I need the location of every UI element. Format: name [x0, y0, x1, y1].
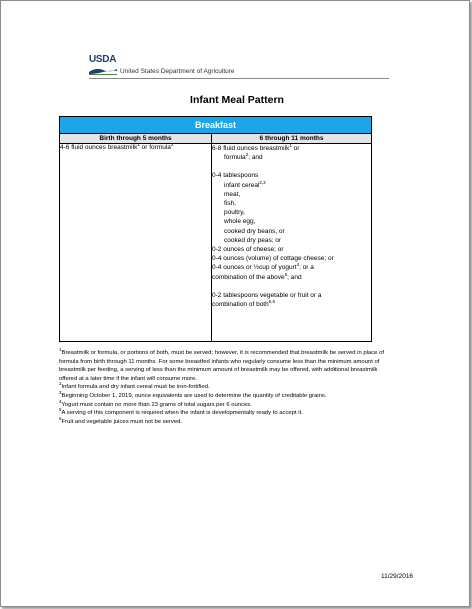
list-item: 0-4 ounces (volume) of cottage cheese; or: [212, 255, 334, 263]
footnote-3: $^3$Beginning October 1, 2019, ounce equivalents are used to determine the quantity of creditable grains.: [59, 390, 327, 399]
usda-logo-swoosh-icon: [89, 67, 117, 75]
usda-logo: [89, 55, 117, 77]
list-item: poultry,: [224, 209, 245, 217]
footnote-4: $^4$Yogurt must contain no more than 23 grams of total sugars per 6 ounces.: [59, 398, 252, 408]
footnote-1: $^1$Breastmilk or formula, or portions of both, must be served; however, it is recommended that breastmilk be served in place of formula from birth through 11 months. For some breastfed infants who regularly consume less than the minimum amount of breastmilk per feeding, a serving of less than the minimum amount of breastmilk may be offered, with additional breastmilk offered at a later time if the infant will consume more.: [59, 347, 385, 382]
list-item: 0-2 tablespoons vegetable or fruit or a: [212, 291, 322, 299]
header-divider: [89, 78, 389, 79]
meal-banner: Breakfast: [60, 117, 372, 134]
footnotes: [59, 349, 389, 426]
footnote-5: $^5$A serving of this component is required when the infant is developmentally ready to accept it.: [59, 407, 303, 417]
list-item: 0-4 tablespoons: [212, 172, 259, 180]
infant-6-11-serving-cell: [212, 144, 372, 342]
list-item: cooked dry peas; or: [224, 236, 282, 244]
footnote-6: $^6$Fruit and vegetable juices must not be served.: [59, 415, 183, 425]
list-item: meat,: [224, 190, 241, 198]
spacer: [212, 162, 371, 171]
infant-0-5-serving-cell: 4-6 fluid ounces breastmilk$^1$ or formula$^2$: [60, 144, 212, 342]
list-item: 6-8 fluid ounces breastmilk$^1$ or: [212, 142, 300, 152]
list-item: 0-2 ounces of cheese; or: [212, 246, 284, 254]
column-header-6-11-months: 6 through 11 months: [212, 134, 372, 144]
page-title: Infant Meal Pattern: [190, 94, 284, 106]
usda-logo-text: USDA: [89, 54, 117, 65]
document-date: 11/29/2016: [381, 573, 414, 580]
list-item: formula$^2$; and: [224, 152, 263, 162]
list-item: whole egg,: [224, 218, 256, 226]
spacer: [212, 282, 371, 291]
footnote-2: $^2$Infant formula and dry infant cereal must be iron-fortified.: [59, 381, 210, 391]
list-item: combination of the above$^5$; and: [212, 271, 302, 281]
list-item: 0-4 ounces or ½cup of yogurt$^4$; or a: [212, 262, 314, 272]
column-header-birth-5-months: Birth through 5 months: [60, 134, 212, 144]
department-name: United States Department of Agriculture: [120, 68, 235, 75]
list-item: cooked dry beans, or: [224, 227, 285, 235]
list-item: combination of both$^{5,6}$: [212, 298, 275, 309]
list-item: fish,: [224, 200, 236, 208]
list-item: infant cereal$^{2,3}$: [224, 179, 266, 189]
meal-pattern-table: [59, 116, 372, 342]
